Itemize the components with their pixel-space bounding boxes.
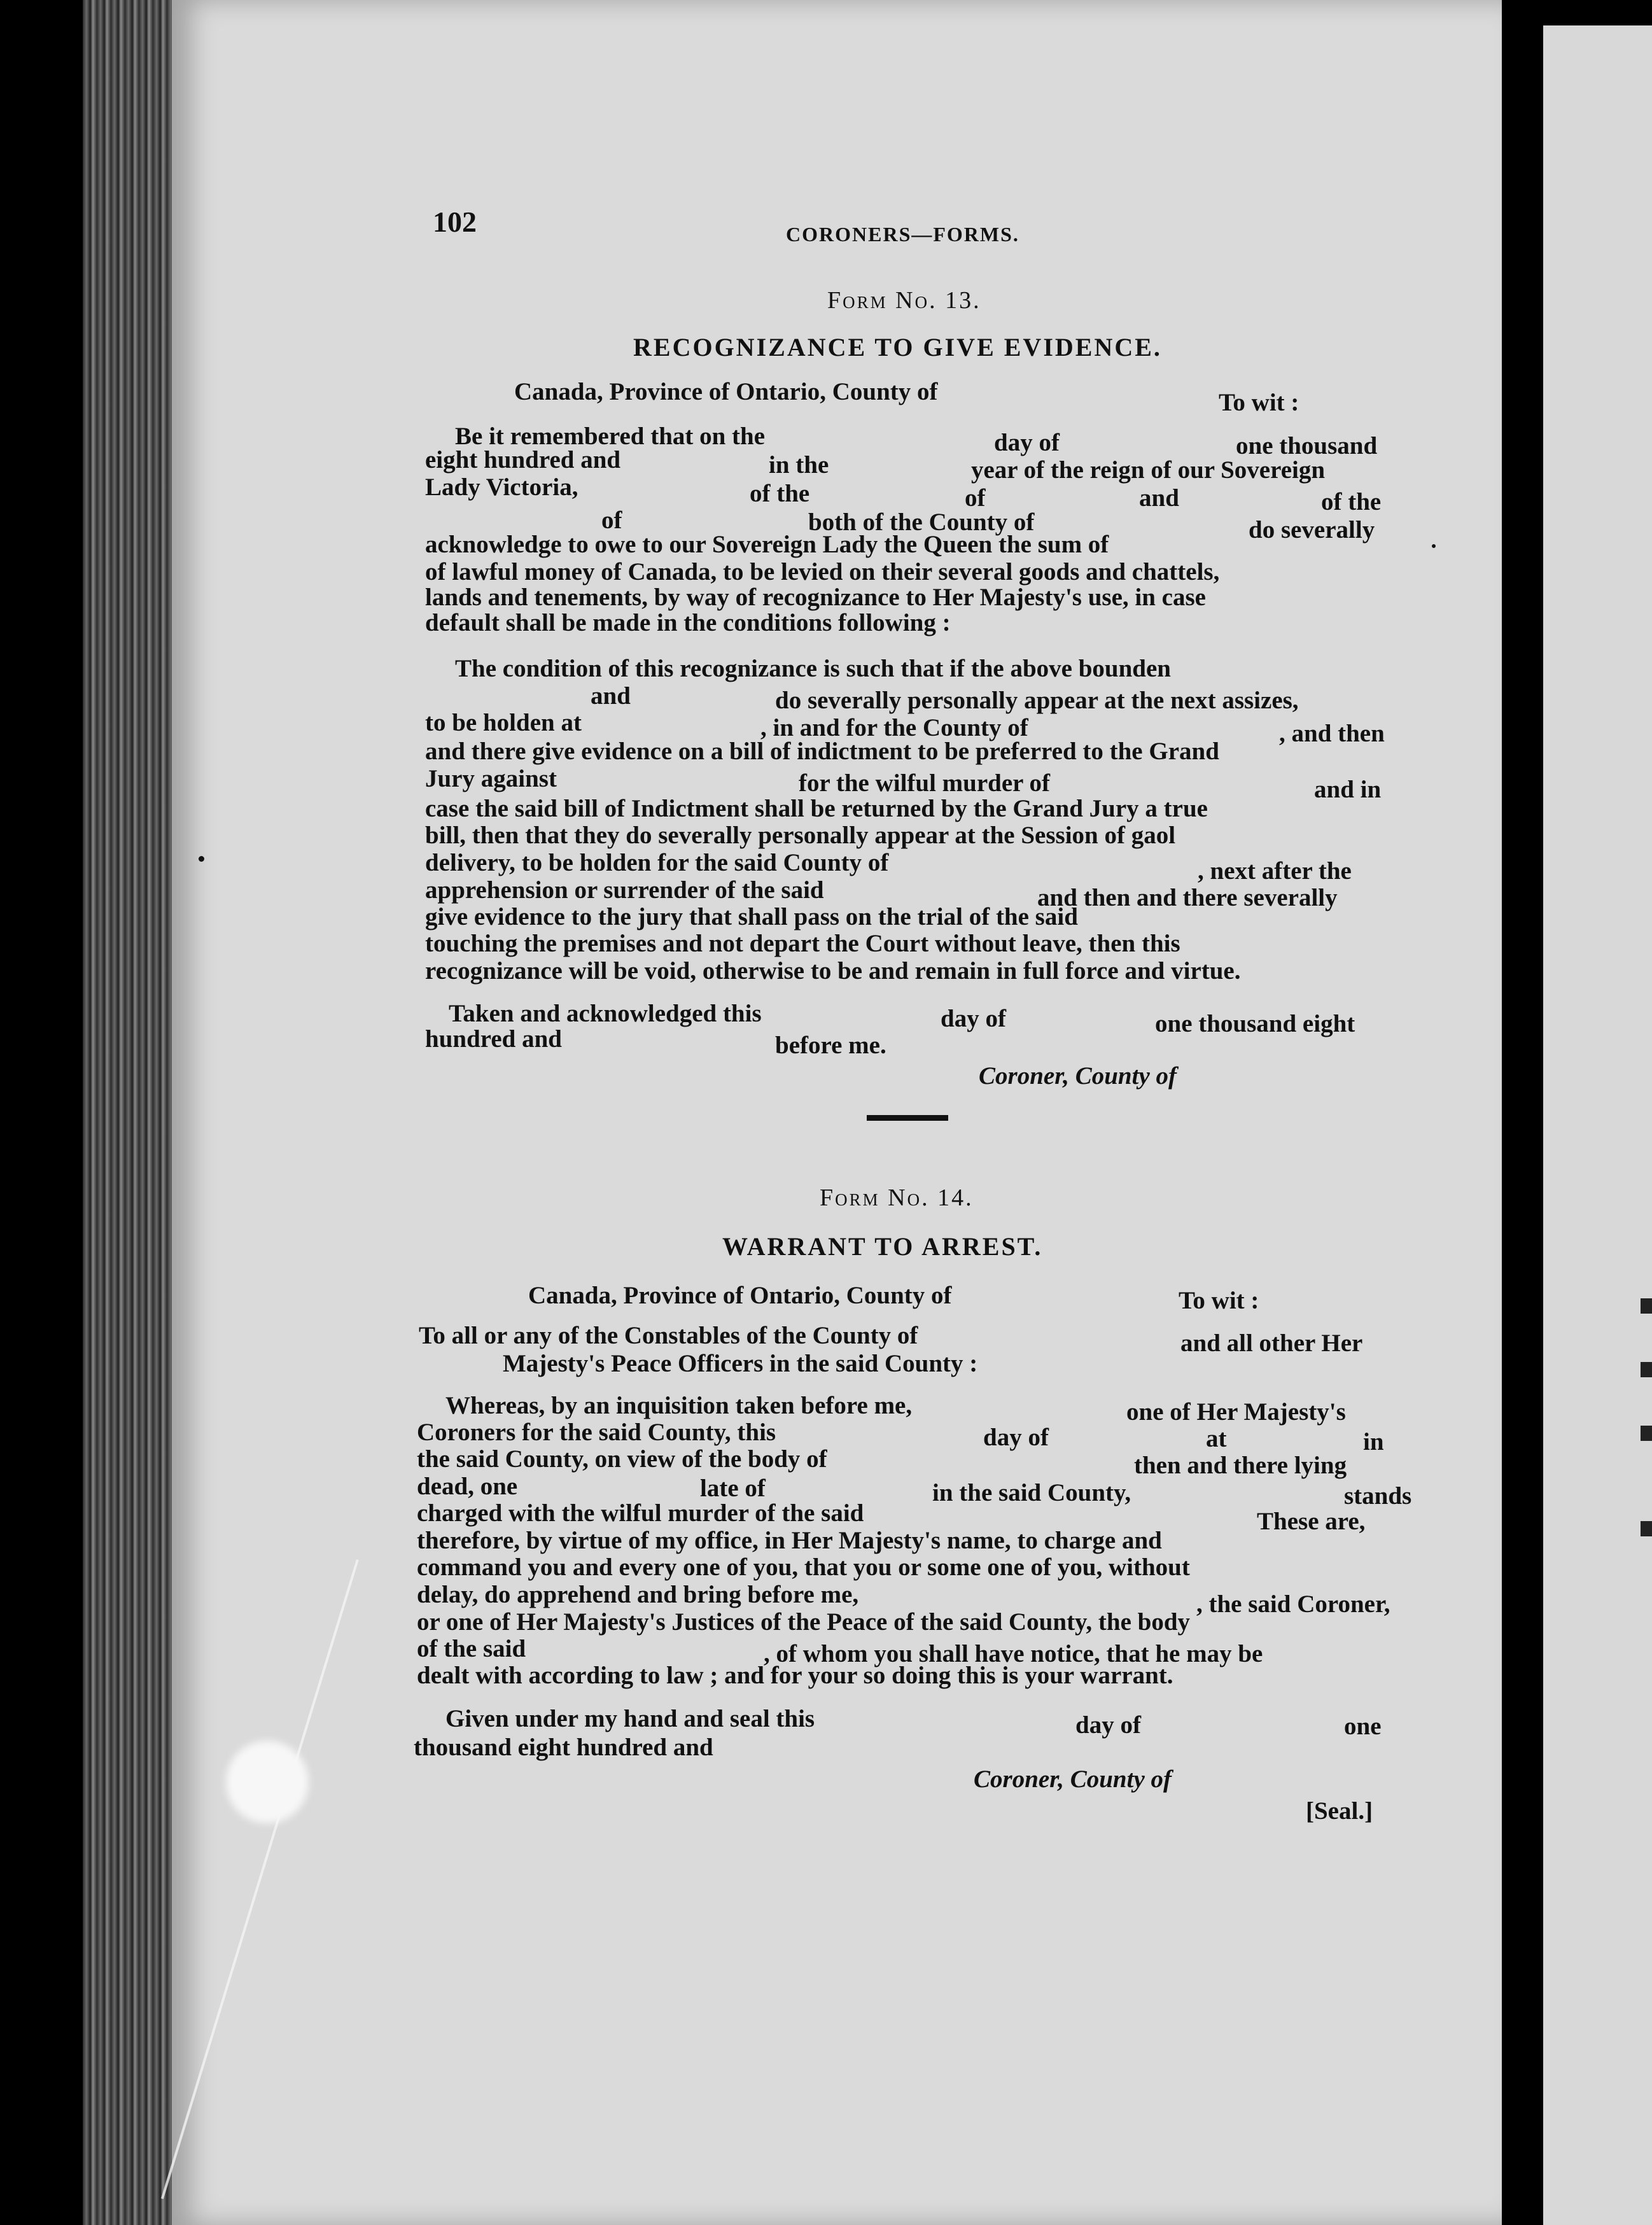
text-fragment: acknowledge to owe to our Sovereign Lady the Queen the sum of (425, 531, 1109, 558)
text-fragment: one thousand (1236, 432, 1378, 460)
text-fragment: Given under my hand and seal this (445, 1705, 815, 1732)
text-fragment: These are, (1257, 1508, 1366, 1535)
text-fragment: therefore, by virtue of my office, in Her Majesty's name, to charge and (417, 1527, 1162, 1554)
page-edge-stack (83, 0, 178, 2225)
ink-mark (1641, 1362, 1652, 1377)
text-fragment: of the (750, 480, 810, 507)
form14-signature: Coroner, County of (974, 1765, 1172, 1793)
text-fragment: dealt with according to law ; and for your so doing this is your warrant. (417, 1662, 1173, 1689)
text-fragment: both of the County of (808, 509, 1035, 536)
text-fragment: The condition of this recognizance is such that if the above bounden (455, 655, 1171, 682)
form13-label: Form No. 13. (827, 287, 981, 314)
text-fragment: late of (700, 1475, 766, 1502)
form13-venue: Canada, Province of Ontario, County of (514, 378, 938, 405)
text-fragment: Taken and acknowledged this (449, 1000, 762, 1027)
form14-title: WARRANT TO ARREST. (722, 1232, 1043, 1261)
adjacent-page-edge (1543, 25, 1652, 2225)
text-fragment: of lawful money of Canada, to be levied on their several goods and chattels, (425, 558, 1220, 586)
text-fragment: do severally (1249, 516, 1375, 544)
text-fragment: before me. (775, 1032, 886, 1059)
text-fragment: and all other Her (1180, 1330, 1363, 1357)
form13-to-wit: To wit : (1219, 389, 1299, 416)
ink-speck (1432, 544, 1436, 548)
form13-title: RECOGNIZANCE TO GIVE EVIDENCE. (633, 333, 1162, 361)
text-fragment: hundred and (425, 1025, 562, 1053)
ink-speck (199, 856, 204, 862)
text-fragment: , and then (1279, 720, 1385, 747)
text-fragment: and there give evidence on a bill of indictment to be preferred to the Grand (425, 738, 1219, 765)
text-fragment: of the (1321, 488, 1382, 516)
text-fragment: year of the reign of our Sovereign (971, 456, 1326, 484)
ink-mark (1641, 1298, 1652, 1314)
text-fragment: in (1363, 1428, 1384, 1456)
text-fragment: delivery, to be holden for the said County of (425, 849, 889, 876)
text-fragment: and (1139, 484, 1179, 512)
text-fragment: apprehension or surrender of the said (425, 876, 824, 904)
text-fragment: do severally personally appear at the next assizes, (775, 687, 1299, 714)
text-fragment: bill, then that they do severally personally appear at the Session of gaol (425, 822, 1176, 849)
text-fragment: eight hundred and (425, 446, 621, 474)
text-fragment: lands and tenements, by way of recognizance to Her Majesty's use, in case (425, 584, 1206, 611)
text-fragment: recognizance will be void, otherwise to be and remain in full force and virtue. (425, 957, 1241, 985)
text-fragment: default shall be made in the conditions following : (425, 609, 951, 636)
text-fragment: Lady Victoria, (425, 474, 578, 501)
text-fragment: , of whom you shall have notice, that he may be (764, 1640, 1263, 1667)
text-fragment: , in and for the County of (760, 714, 1028, 741)
form14-seal: [Seal.] (1306, 1797, 1373, 1825)
text-fragment: Whereas, by an inquisition taken before me, (445, 1392, 913, 1419)
text-fragment: Majesty's Peace Officers in the said County : (503, 1350, 978, 1377)
text-fragment: for the wilful murder of (799, 769, 1051, 797)
text-fragment: in the (769, 451, 829, 479)
text-fragment: or one of Her Majesty's Justices of the Peace of the said County, the body (417, 1608, 1191, 1636)
form13-signature: Coroner, County of (979, 1062, 1177, 1090)
text-fragment: of (601, 507, 622, 534)
text-fragment: , the said Coroner, (1196, 1590, 1390, 1618)
text-fragment: and then and there severally (1037, 884, 1338, 911)
text-fragment: of the said (417, 1635, 526, 1662)
ink-mark (1641, 1426, 1652, 1441)
ink-mark (1641, 1521, 1652, 1536)
text-fragment: touching the premises and not depart the Court without leave, then this (425, 930, 1180, 957)
text-fragment: and (591, 682, 631, 710)
text-fragment: , next after the (1198, 857, 1352, 885)
text-fragment: dead, one (417, 1473, 518, 1500)
text-fragment: give evidence to the jury that shall pass on the trial of the said (425, 903, 1078, 930)
text-fragment: command you and every one of you, that you or some one of you, without (417, 1554, 1190, 1581)
text-fragment: one (1344, 1713, 1382, 1740)
form14-to-wit: To wit : (1179, 1287, 1259, 1314)
text-fragment: day of (1075, 1711, 1141, 1739)
text-fragment: then and there lying (1134, 1452, 1347, 1479)
text-fragment: stands (1344, 1482, 1412, 1510)
text-fragment: at (1206, 1425, 1227, 1452)
form14-venue: Canada, Province of Ontario, County of (528, 1282, 952, 1309)
section-divider (867, 1115, 948, 1121)
text-fragment: Jury against (425, 765, 557, 792)
text-fragment: of (965, 484, 986, 512)
text-fragment: To all or any of the Constables of the County of (419, 1322, 918, 1349)
text-fragment: case the said bill of Indictment shall be returned by the Grand Jury a true (425, 795, 1208, 822)
text-fragment: to be holden at (425, 709, 582, 736)
text-fragment: delay, do apprehend and bring before me, (417, 1581, 859, 1608)
text-fragment: day of (983, 1424, 1049, 1451)
text-fragment: in the said County, (932, 1479, 1131, 1506)
text-fragment: Coroners for the said County, this (417, 1419, 776, 1446)
form14-label: Form No. 14. (820, 1184, 974, 1211)
running-head: CORONERS—FORMS. (786, 223, 1019, 246)
text-fragment: day of (994, 429, 1060, 456)
paper-blot (226, 1741, 309, 1823)
text-fragment: one of Her Majesty's (1126, 1398, 1346, 1426)
text-fragment: Be it remembered that on the (455, 423, 766, 450)
text-fragment: thousand eight hundred and (414, 1734, 713, 1761)
page-number: 102 (433, 206, 477, 238)
text-fragment: and in (1314, 776, 1382, 803)
text-fragment: day of (941, 1005, 1006, 1032)
text-fragment: the said County, on view of the body of (417, 1445, 827, 1473)
text-fragment: one thousand eight (1155, 1010, 1355, 1037)
text-fragment: charged with the wilful murder of the said (417, 1499, 864, 1527)
